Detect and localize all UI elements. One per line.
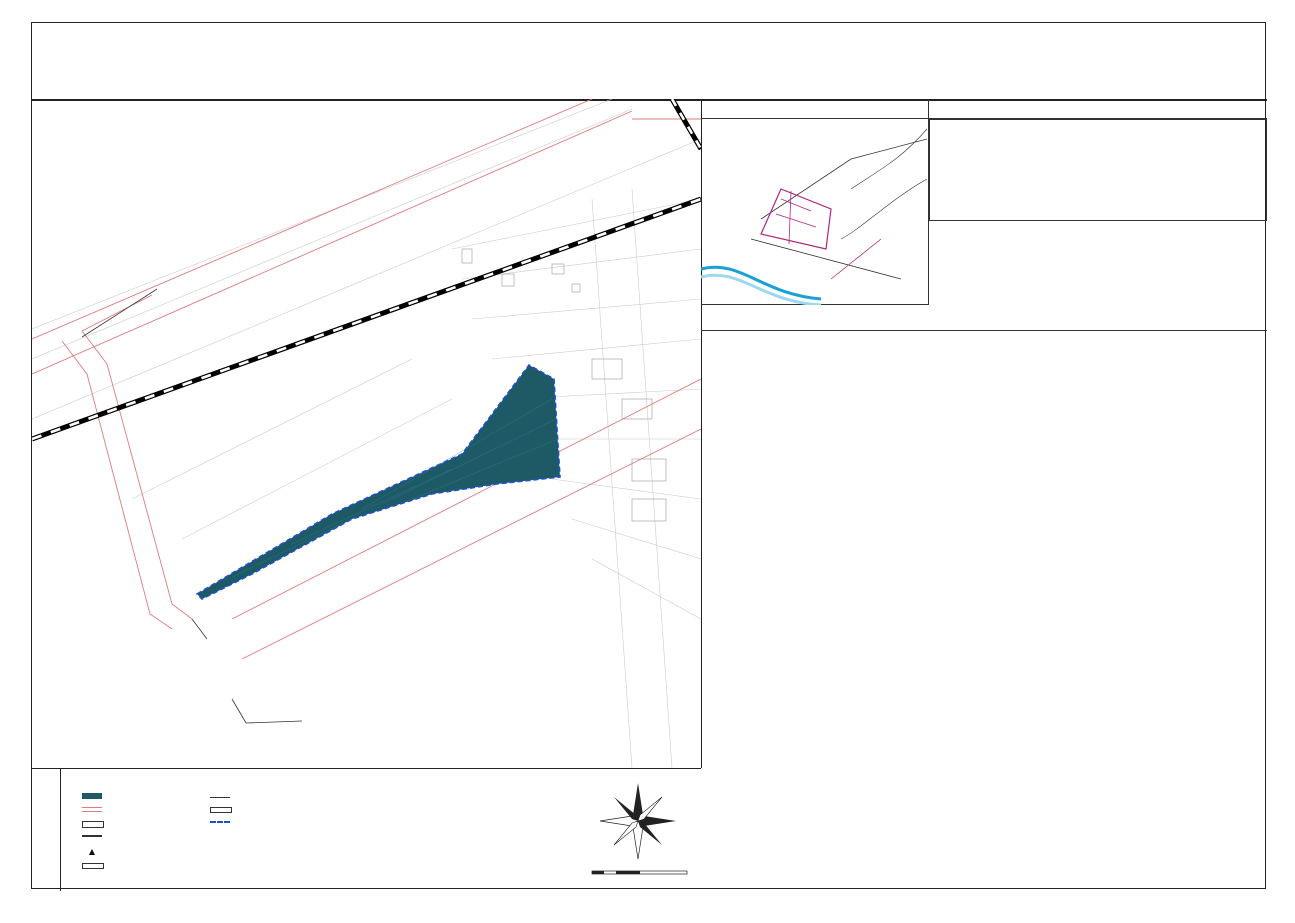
legend-item-dim	[210, 793, 234, 798]
location-map	[701, 119, 929, 305]
legend-item-boundary	[210, 821, 234, 824]
legend-label	[32, 769, 61, 891]
map-canvas	[32, 99, 701, 768]
elev-swatch	[210, 807, 232, 813]
dim-swatch	[210, 793, 230, 798]
drain-swatch	[82, 793, 102, 799]
requirements-list	[701, 331, 1267, 890]
legend-item-noentry	[82, 835, 106, 839]
location-header	[701, 99, 929, 119]
plan-map[interactable]	[32, 99, 702, 768]
noentry-swatch	[82, 835, 102, 839]
right-panel	[701, 99, 1267, 890]
road-swatch	[82, 807, 102, 812]
boundary-swatch	[210, 821, 230, 824]
legend	[32, 768, 701, 891]
legend-item-drain	[82, 793, 106, 799]
legend-item-entrance	[82, 849, 106, 855]
drain-parcel	[197, 365, 560, 599]
drawing-sheet	[31, 22, 1266, 889]
indicator-header	[929, 99, 1267, 119]
compass-icon	[587, 769, 697, 884]
legend-item-control	[82, 863, 108, 869]
legend-item-elev	[210, 807, 236, 813]
requirements-header	[701, 305, 1267, 331]
legend-item-road	[82, 807, 106, 812]
railway-taotie	[672, 99, 701, 149]
code-swatch	[82, 821, 104, 828]
river-line	[701, 267, 821, 299]
control-swatch	[82, 863, 104, 869]
legend-item-code	[82, 821, 108, 828]
triangle-icon: ▲	[88, 847, 96, 856]
indicator-table	[929, 119, 1267, 221]
